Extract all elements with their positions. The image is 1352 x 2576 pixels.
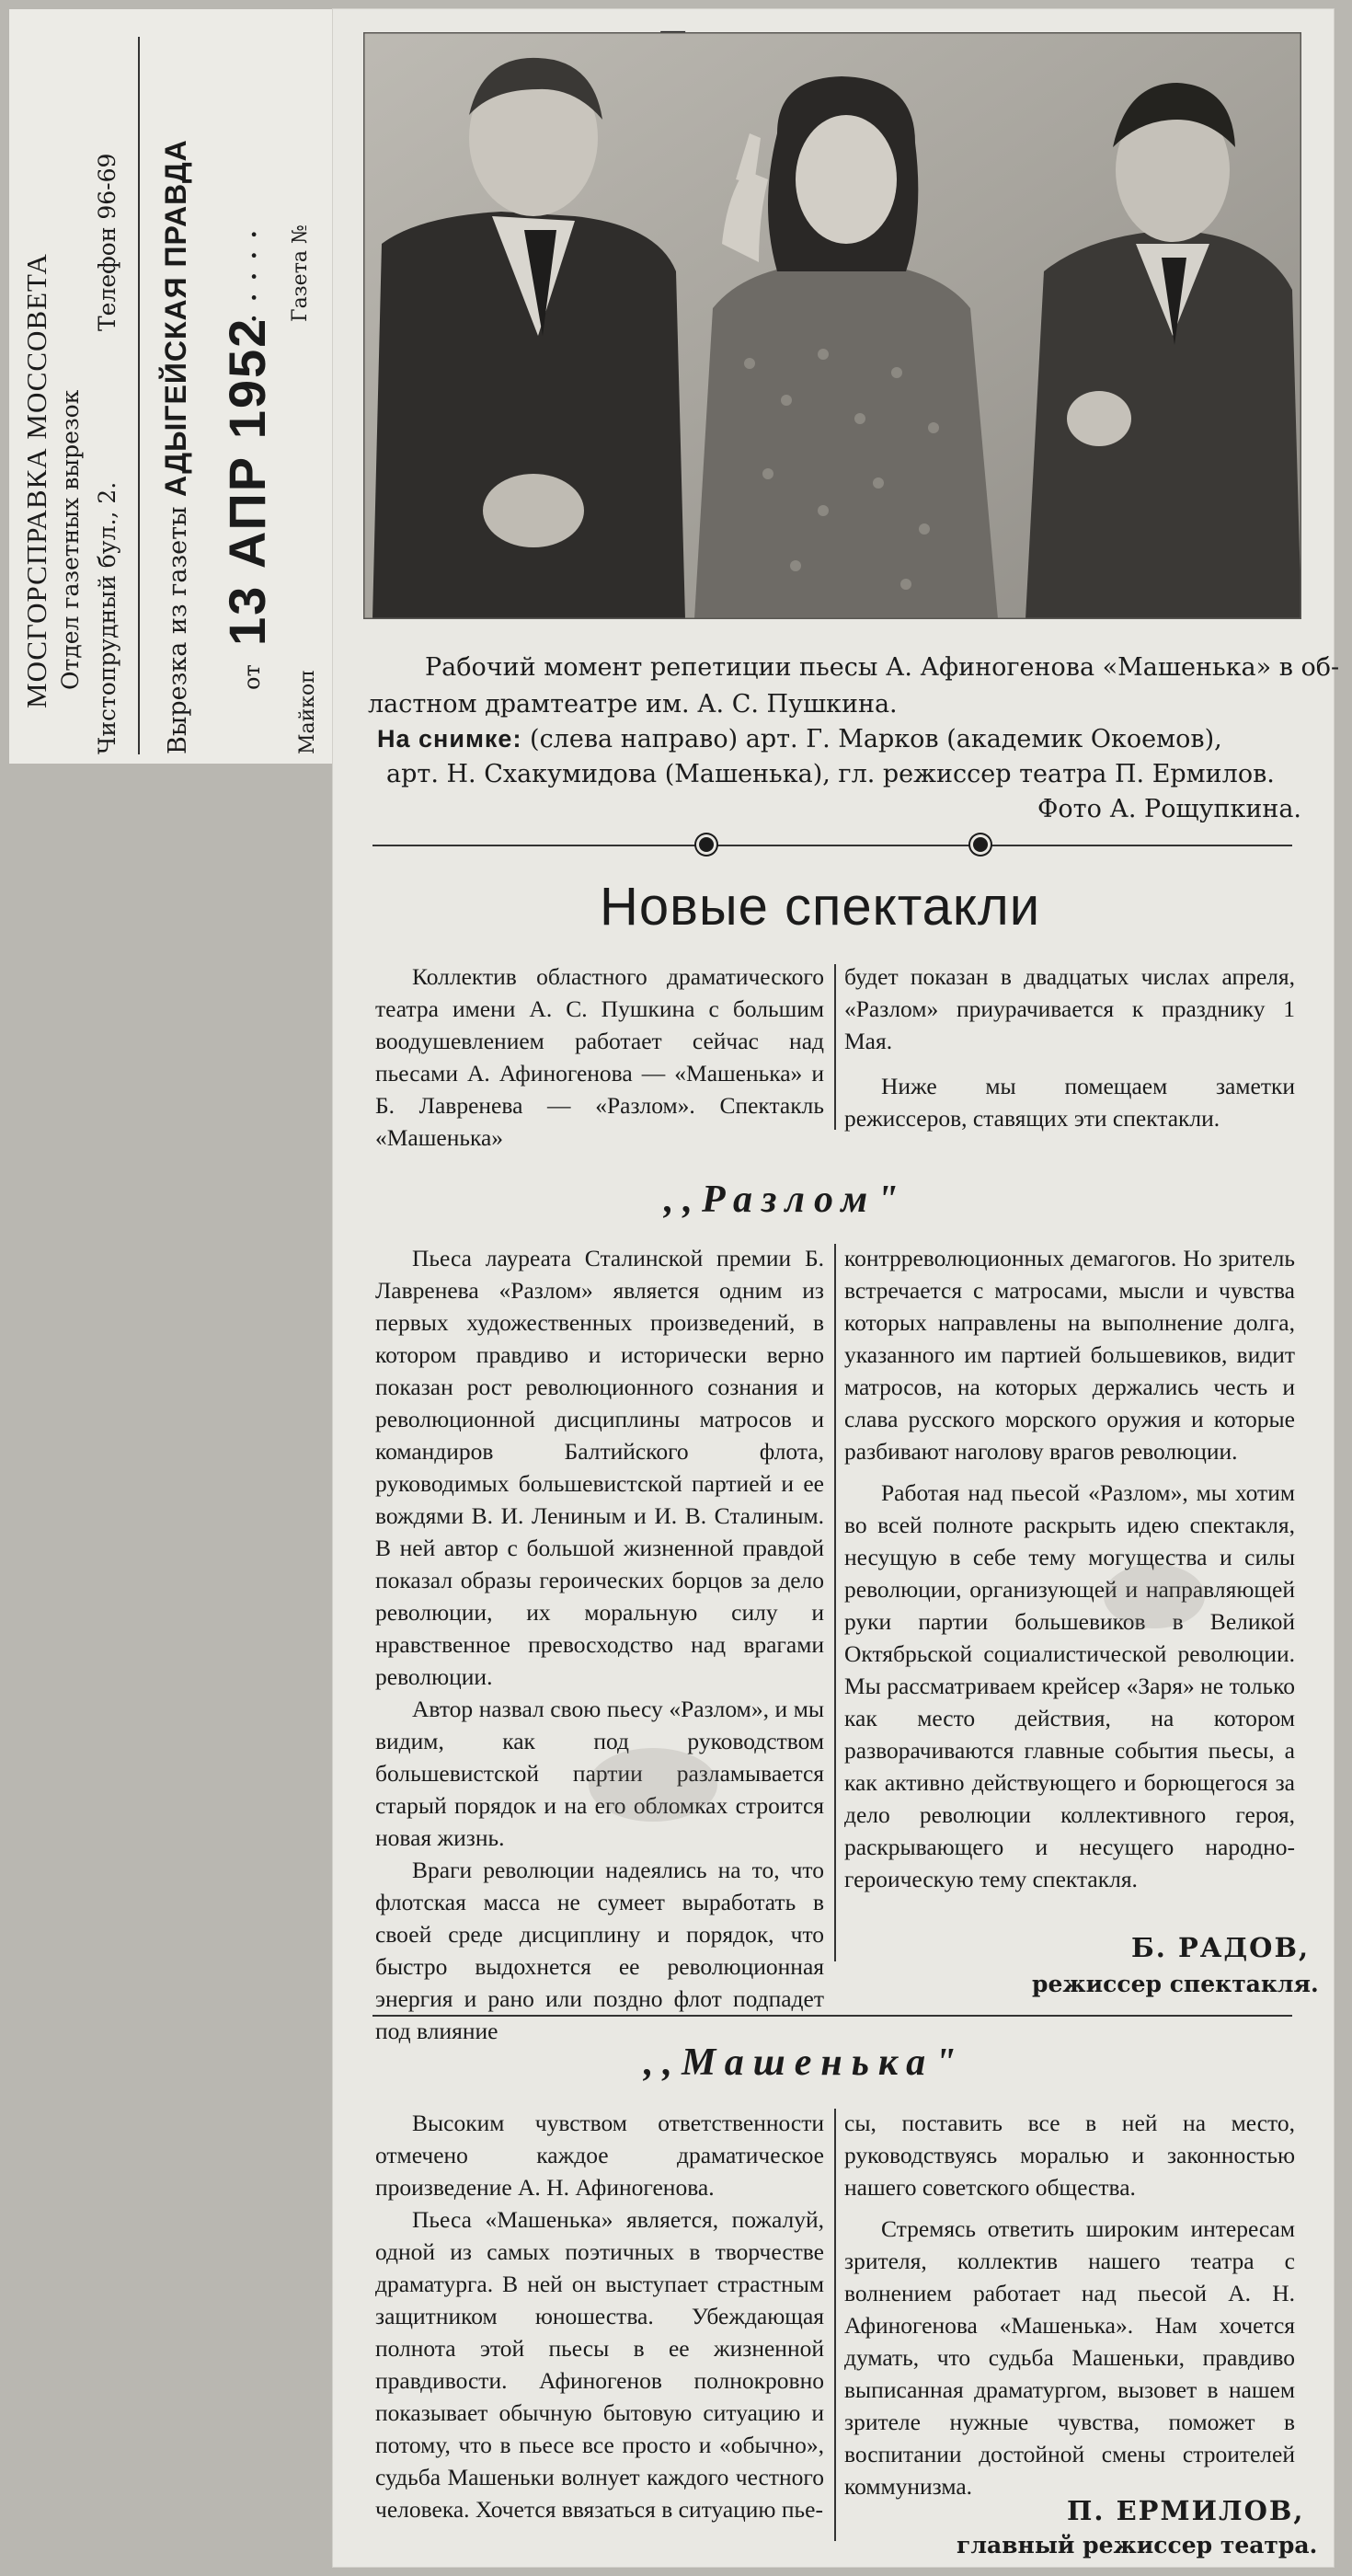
stamp-address: Чистопрудный бул., 2. xyxy=(94,481,120,754)
stamp-department: Отдел газетных вырезок xyxy=(57,389,84,690)
paragraph: Высоким чувством ответственности отмечено каждое драматическое произведение А. Н. Афиногенова. xyxy=(375,2110,824,2201)
stamp-phone: Телефон 96-69 xyxy=(94,153,120,331)
author-role: режиссер спектакля. xyxy=(1032,1971,1319,1997)
intro-paragraph: Ниже мы помещаем заметки режиссеров, ставящих эти спектакли. xyxy=(844,1073,1295,1132)
stamp-clipping-label: Вырезка из газеты xyxy=(164,506,192,754)
column-rule xyxy=(834,1244,836,1961)
photo-credit: Фото А. Рощупкина. xyxy=(1037,795,1302,823)
paragraph: Работая над пьесой «Разлом», мы хотим во всей полноте раскрыть идею спектакля, несущую в себе тему могущества и силы революции, организующей и направляющей руки партии большевиков в Великой Октябрьской социалистической революции. Мы рассматриваем крейсер «Заря» не только как место действия, на котором разворачиваются главные события пьесы, а как активно действующего и борющегося за дело революции коллективного героя, раскрывающего и несущего народно-героическую тему спектакля. xyxy=(844,1479,1295,1892)
rehearsal-photo xyxy=(363,32,1301,619)
stamp-date: 13 АПР 1952 xyxy=(218,316,276,646)
author-role: главный режиссер театра. xyxy=(957,2532,1318,2559)
paragraph: Пьеса «Машенька» является, пожалуй, одной из самых поэтичных в творчестве драматурга. В ней он выступает страстным защитником юношества. Убеждающая полнота этой пьесы в ее жизненной правдивости. Афиногенов полнокровно показывает обычную бытовую ситуацию и потому, что в пьесе все просто и «обычно», судьба Машеньки волнует каждого честного человека. Хочется ввязаться в ситуацию пье- xyxy=(375,2206,824,2523)
photo-caption: Рабочий момент репетиции пьесы А. Афиногенова «Машенька» в об- xyxy=(425,653,1340,682)
on-photo-text: (слева направо) арт. Г. Марков (академик Окоемов), xyxy=(530,725,1222,753)
caption-divider xyxy=(372,845,1292,846)
razlom-right-column xyxy=(844,1242,1295,1895)
stamp-city: Майкоп xyxy=(296,670,319,754)
mashenka-right-column xyxy=(844,2107,1295,2502)
rehearsal-photo-illustration xyxy=(363,32,1301,619)
ornament-dot xyxy=(699,837,714,852)
stamp-newspaper-number-label: Газета № xyxy=(289,224,312,322)
section-divider xyxy=(372,2015,1292,2017)
stamp-date-prefix: от xyxy=(239,664,265,690)
stamp-rule xyxy=(138,37,140,754)
author-signature: П. ЕРМИЛОВ, xyxy=(1067,2495,1305,2526)
author-signature: Б. РАДОВ, xyxy=(1131,1932,1311,1963)
paper-smudge xyxy=(1104,1564,1205,1628)
photo-caption-people xyxy=(377,725,1315,753)
column-rule xyxy=(834,2109,836,2541)
on-photo-label: На снимке: xyxy=(377,725,522,753)
intro-left-column xyxy=(375,960,824,1154)
stamp-agency: МОСГОРСПРАВКА МОССОВЕТА xyxy=(20,253,52,708)
clipping-bureau-stamp xyxy=(9,9,333,764)
intro-paragraph: Коллектив областного драматического театра имени А. С. Пушкина с большим воодушевлением работает сейчас над пьесами А. Афиногенова — «Машенька» и Б. Лавренева — «Разлом». Спектакль «Машенька» xyxy=(375,963,824,1151)
mashenka-left-column xyxy=(375,2107,824,2525)
paper-smudge xyxy=(589,1748,717,1822)
stamp-date-dots: . . . . . xyxy=(226,229,264,324)
paragraph: Враги революции надеялись на то, что флотская масса не сумеет выработать в своей среде дисциплину и порядок, что быстро выдохнется ее революционная энергия и рано или поздно флот подпадет под влияние xyxy=(375,1857,824,2044)
paragraph: Стремясь ответить широким интересам зрителя, коллектив нашего театра с волнением работает над пьесой А. Н. Афиногенова «Машенька». Нам хочется думать, что судьба Машеньки, правдиво выписанная драматургом, вызовет в нашем зрителе нужные чувства, поможет в воспитании достойной смены строителей коммунизма. xyxy=(844,2215,1295,2500)
intro-paragraph: будет показан в двадцатых числах апреля, «Разлом» приурачивается к празднику 1 Мая. xyxy=(844,963,1295,1054)
section-title-razlom: ,,Разлом" xyxy=(664,1179,908,1221)
paragraph: Автор назвал свою пьесу «Разлом», и мы видим, как под руководством большевистской партии разламывается старый порядок и на его обломках строится новая жизнь. xyxy=(375,1696,824,1851)
intro-right-column xyxy=(844,960,1295,1134)
paragraph: Пьеса лауреата Сталинской премии Б. Лавренева «Разлом» является одним из первых художественных произведений, в котором правдиво и исторически верно показан рост революционного сознания и революционной дисциплины матросов и командиров Балтийского флота, руководимых большевистской партией и ее вождями В. И. Лениным и И. В. Сталиным. В ней автор с большой жизненной правдой показал образы героических борцов за дело революции, их моральную силу и нравственное превосходство над врагами революции. xyxy=(375,1245,824,1690)
razlom-left-column xyxy=(375,1242,824,2047)
column-rule xyxy=(834,964,836,1130)
stamp-newspaper-name: АДЫГЕЙСКАЯ ПРАВДА xyxy=(159,139,192,497)
ornament-dot xyxy=(973,837,988,852)
section-title-mashenka: ,,Машенька" xyxy=(644,2041,966,2084)
paragraph: контрреволюционных демагогов. Но зритель встречается с матросами, мысли и чувства которых направлены на выполнение долга, указанного им партией большевиков, видит матросов, на которых держались честь и слава русского морского оружия и которые разбивают наголову врагов революции. xyxy=(844,1245,1295,1465)
photo-caption-line: ластном драмтеатре им. А. С. Пушкина. xyxy=(368,690,898,719)
article-headline: Новые спектакли xyxy=(600,877,1041,937)
paragraph: сы, поставить все в ней на место, руководствуясь моралью и законностью нашего советского общества. xyxy=(844,2110,1295,2201)
photo-caption-people-cont: арт. Н. Схакумидова (Машенька), гл. режиссер театра П. Ермилов. xyxy=(386,760,1275,788)
